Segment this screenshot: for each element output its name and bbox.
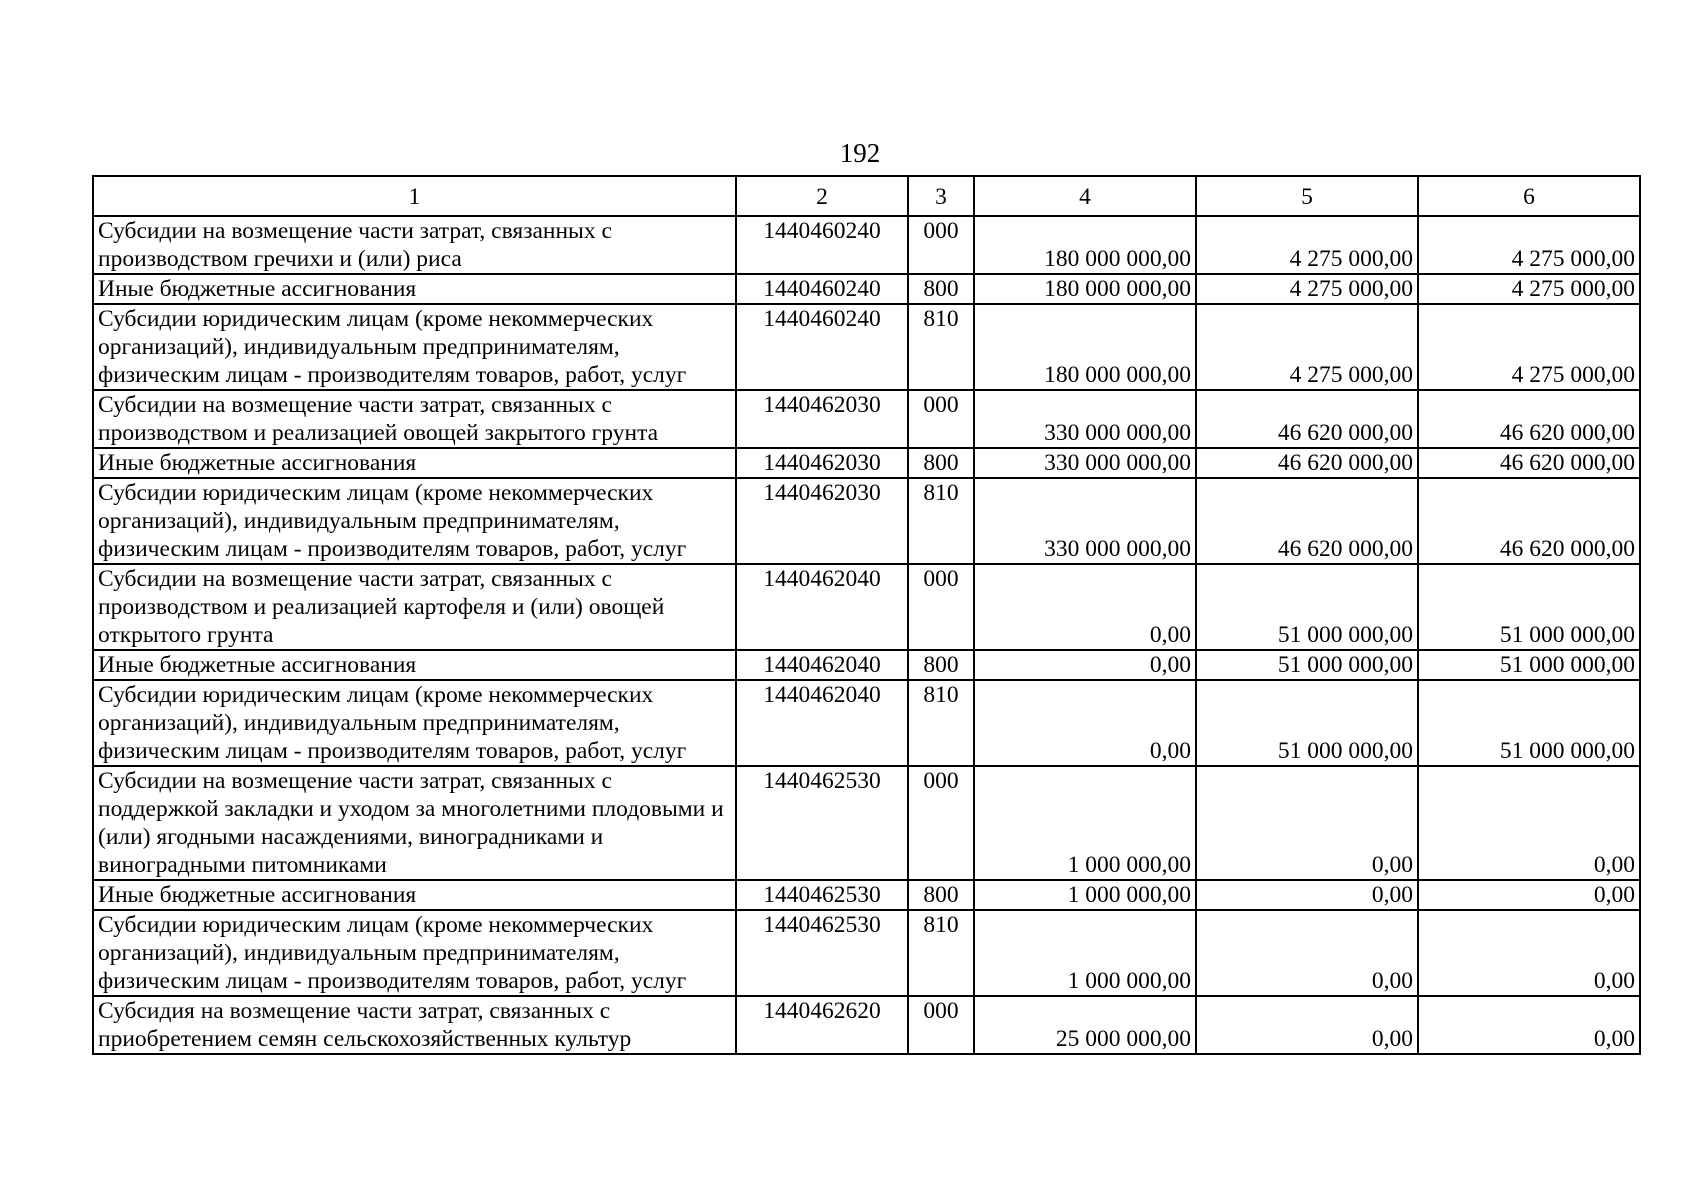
row-value-col6: 51 000 000,00 [1418,680,1640,766]
row-name: Субсидия на возмещение части затрат, связанных с приобретением семян сельскохозяйственных культур [93,996,736,1054]
row-value-col6: 0,00 [1418,766,1640,880]
row-code: 1440460240 [736,304,908,390]
row-value-col5: 0,00 [1196,996,1418,1054]
row-kvr: 000 [908,766,974,880]
header-col-2: 2 [736,176,908,216]
row-value-col4: 180 000 000,00 [974,304,1196,390]
row-kvr: 800 [908,448,974,478]
row-name: Иные бюджетные ассигнования [93,274,736,304]
row-value-col5: 0,00 [1196,766,1418,880]
row-code: 1440462040 [736,564,908,650]
row-name: Субсидии юридическим лицам (кроме некоммерческих организаций), индивидуальным предпринимателям, физическим лицам - производителям товаров, работ, услуг [93,910,736,996]
row-code: 1440462620 [736,996,908,1054]
header-col-1: 1 [93,176,736,216]
row-value-col5: 46 620 000,00 [1196,478,1418,564]
row-code: 1440462040 [736,680,908,766]
row-kvr: 810 [908,910,974,996]
row-kvr: 800 [908,880,974,910]
row-value-col5: 51 000 000,00 [1196,680,1418,766]
table-body [93,216,1640,1054]
row-value-col4: 1 000 000,00 [974,880,1196,910]
row-name: Субсидии юридическим лицам (кроме некоммерческих организаций), индивидуальным предпринимателям, физическим лицам - производителям товаров, работ, услуг [93,304,736,390]
row-kvr: 800 [908,650,974,680]
row-value-col4: 330 000 000,00 [974,478,1196,564]
row-kvr: 000 [908,564,974,650]
row-kvr: 000 [908,996,974,1054]
table-row [93,274,1640,304]
row-value-col6: 46 620 000,00 [1418,448,1640,478]
row-value-col4: 1 000 000,00 [974,910,1196,996]
row-code: 1440462530 [736,910,908,996]
table-row [93,650,1640,680]
row-name: Субсидии на возмещение части затрат, связанных с поддержкой закладки и уходом за многолетними плодовыми и (или) ягодными насаждениями, виноградниками и виноградными питомниками [93,766,736,880]
row-value-col6: 0,00 [1418,880,1640,910]
row-value-col6: 51 000 000,00 [1418,650,1640,680]
row-value-col4: 180 000 000,00 [974,216,1196,274]
table-row [93,880,1640,910]
table-row [93,996,1640,1054]
row-name: Субсидии на возмещение части затрат, связанных с производством гречихи и (или) риса [93,216,736,274]
row-code: 1440460240 [736,216,908,274]
row-name: Субсидии на возмещение части затрат, связанных с производством и реализацией овощей закрытого грунта [93,390,736,448]
header-col-5: 5 [1196,176,1418,216]
row-value-col5: 46 620 000,00 [1196,390,1418,448]
row-name: Субсидии юридическим лицам (кроме некоммерческих организаций), индивидуальным предпринимателям, физическим лицам - производителям товаров, работ, услуг [93,478,736,564]
header-col-3: 3 [908,176,974,216]
row-value-col4: 0,00 [974,564,1196,650]
row-value-col5: 0,00 [1196,880,1418,910]
row-value-col4: 330 000 000,00 [974,390,1196,448]
row-value-col4: 0,00 [974,680,1196,766]
page-number: 192 [839,138,881,168]
row-value-col5: 51 000 000,00 [1196,650,1418,680]
row-value-col6: 0,00 [1418,996,1640,1054]
row-name: Иные бюджетные ассигнования [93,448,736,478]
header-row [93,176,1640,216]
row-value-col6: 46 620 000,00 [1418,390,1640,448]
row-code: 1440462030 [736,448,908,478]
row-value-col4: 25 000 000,00 [974,996,1196,1054]
header-col-6: 6 [1418,176,1640,216]
row-kvr: 000 [908,216,974,274]
budget-table [92,175,1641,1055]
row-name: Субсидии на возмещение части затрат, связанных с производством и реализацией картофеля и (или) овощей открытого грунта [93,564,736,650]
row-value-col4: 0,00 [974,650,1196,680]
row-value-col5: 46 620 000,00 [1196,448,1418,478]
row-kvr: 810 [908,680,974,766]
row-name: Иные бюджетные ассигнования [93,650,736,680]
row-value-col6: 0,00 [1418,910,1640,996]
row-value-col5: 4 275 000,00 [1196,216,1418,274]
row-value-col5: 4 275 000,00 [1196,274,1418,304]
table-row [93,478,1640,564]
row-value-col6: 46 620 000,00 [1418,478,1640,564]
table-header [93,176,1640,216]
row-code: 1440462040 [736,650,908,680]
row-code: 1440462030 [736,478,908,564]
row-value-col5: 51 000 000,00 [1196,564,1418,650]
table-row [93,304,1640,390]
header-col-4: 4 [974,176,1196,216]
table-row [93,766,1640,880]
table-row [93,448,1640,478]
row-value-col4: 330 000 000,00 [974,448,1196,478]
row-value-col4: 180 000 000,00 [974,274,1196,304]
table-row [93,390,1640,448]
row-value-col6: 4 275 000,00 [1418,216,1640,274]
row-value-col6: 4 275 000,00 [1418,274,1640,304]
row-kvr: 810 [908,478,974,564]
row-kvr: 810 [908,304,974,390]
table-row [93,910,1640,996]
row-name: Иные бюджетные ассигнования [93,880,736,910]
row-value-col4: 1 000 000,00 [974,766,1196,880]
row-code: 1440462530 [736,880,908,910]
table-row [93,216,1640,274]
row-code: 1440462030 [736,390,908,448]
row-value-col5: 0,00 [1196,910,1418,996]
row-kvr: 000 [908,390,974,448]
row-name: Субсидии юридическим лицам (кроме некоммерческих организаций), индивидуальным предпринимателям, физическим лицам - производителям товаров, работ, услуг [93,680,736,766]
row-value-col6: 4 275 000,00 [1418,304,1640,390]
row-value-col5: 4 275 000,00 [1196,304,1418,390]
row-kvr: 800 [908,274,974,304]
row-value-col6: 51 000 000,00 [1418,564,1640,650]
table-row [93,680,1640,766]
row-code: 1440460240 [736,274,908,304]
row-code: 1440462530 [736,766,908,880]
table-row [93,564,1640,650]
